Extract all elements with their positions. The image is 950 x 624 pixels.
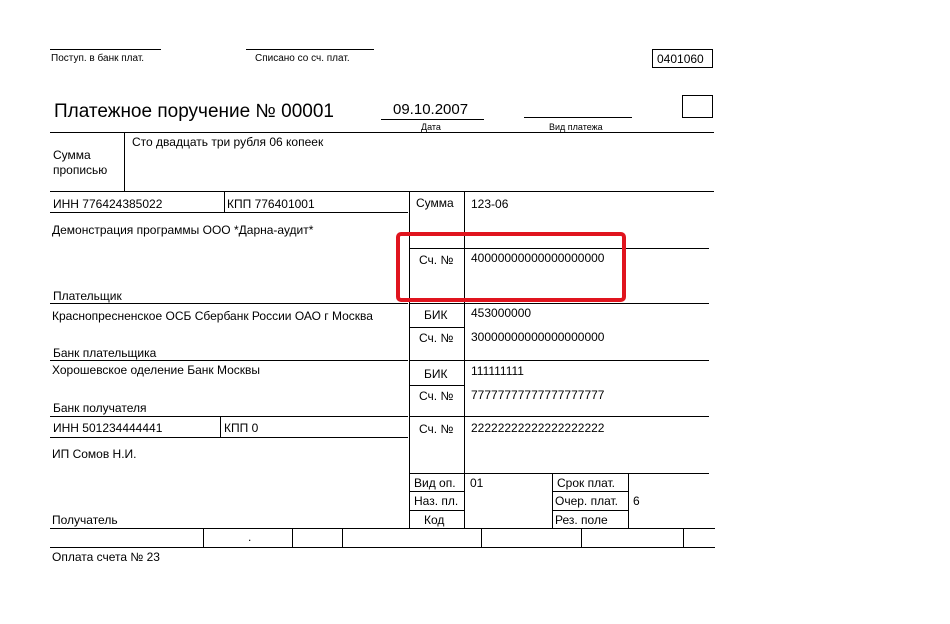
sum-value: 123-06: [471, 197, 509, 211]
payer-account-value: 40000000000000000000: [471, 251, 605, 265]
rule-payee-acc-bottom: [409, 473, 709, 474]
payer-kpp: КПП 776401001: [227, 197, 315, 211]
bottom-cell-divider-5: [581, 528, 582, 547]
payment-type-line: [524, 117, 632, 118]
payee-bank-name: Хорошевское оделение Банк Москвы: [52, 363, 261, 377]
payment-type-label: Вид платежа: [549, 122, 603, 132]
rule-purpose-bottom: [409, 510, 465, 511]
date-line: [381, 119, 484, 120]
bottom-cell-divider-2: [292, 528, 293, 547]
grid-mid2-vertical: [628, 473, 629, 529]
rule-payer-bottom: [50, 303, 408, 304]
payee-name: ИП Сомов Н.И.: [52, 447, 137, 461]
rule-top: [50, 132, 714, 133]
rule-optype-bottom: [409, 491, 465, 492]
payee-account-value: 22222222222222222222: [471, 421, 605, 435]
payer-bank-label: Банк плательщика: [53, 346, 157, 360]
payee-bank-bik-value: 111111111: [471, 364, 524, 378]
bottom-cell-divider-6: [683, 528, 684, 547]
payer-bank-name: Краснопресненское ОСБ Сбербанк России ОАО г Москва: [52, 309, 373, 323]
rule-priority-bottom: [552, 510, 629, 511]
payment-priority-value: 6: [633, 494, 640, 508]
grid-mid-vertical: [552, 473, 553, 529]
payer-inn: ИНН 776424385022: [53, 197, 163, 211]
payer-inn-line: [50, 212, 408, 213]
bank-received-label: Поступ. в банк плат.: [51, 53, 145, 64]
payment-priority-label: Очер. плат.: [555, 494, 619, 508]
bottom-cell-divider-4: [481, 528, 482, 547]
amount-words-value: Сто двадцать три рубля 06 копеек: [132, 135, 324, 149]
sum-label: Сумма: [416, 196, 454, 210]
rule-payee-bank-bottom: [50, 416, 408, 417]
payer-name: Демонстрация программы ООО *Дарна-аудит*: [52, 223, 314, 237]
rule-corr1-bottom: [409, 360, 709, 361]
rule-bik1-bottom: [409, 327, 465, 328]
amount-words-label-1: Сумма: [53, 148, 91, 162]
payee-inn-line: [50, 437, 408, 438]
payee-inn: ИНН 501234444441: [53, 421, 163, 435]
rule-corr2-bottom: [409, 416, 709, 417]
reserve-field-label: Рез. поле: [555, 513, 608, 527]
order-date: 09.10.2007: [393, 101, 469, 118]
op-type-value: 01: [470, 476, 484, 490]
rule-payer-bank-bottom: [50, 360, 408, 361]
rule-bottom-1: [50, 528, 715, 529]
payee-account-label: Сч. №: [419, 422, 454, 436]
bottom-dot: .: [248, 530, 252, 544]
debited-label: Списано со сч. плат.: [255, 53, 350, 64]
payer-label: Плательщик: [53, 289, 122, 303]
page-title: Платежное поручение № 00001: [54, 101, 334, 122]
amount-words-divider: [124, 132, 125, 191]
payer-bank-bik-value: 453000000: [471, 306, 532, 320]
payer-bank-corr-label: Сч. №: [419, 331, 454, 345]
debited-line: [246, 49, 374, 50]
form-code: 0401060: [657, 52, 704, 66]
payment-term-label: Срок плат.: [557, 476, 616, 490]
payee-bank-corr-value: 77777777777777777777: [471, 388, 605, 402]
code-label: Код: [424, 513, 445, 527]
payee-inn-kpp-divider: [220, 417, 221, 437]
amount-words-label-2: прописью: [53, 163, 108, 177]
purpose-code-label: Наз. пл.: [414, 494, 459, 508]
payee-kpp: КПП 0: [224, 421, 259, 435]
rule-bottom-2: [50, 547, 715, 548]
rule-payer-acc-bottom: [409, 303, 709, 304]
payer-inn-kpp-divider: [224, 192, 225, 212]
payee-bank-corr-label: Сч. №: [419, 389, 454, 403]
op-type-label: Вид оп.: [414, 476, 456, 490]
empty-square-box: [682, 95, 713, 118]
payer-bank-bik-label: БИК: [424, 308, 448, 322]
bank-received-line: [50, 49, 161, 50]
rule-bik2-bottom: [409, 385, 465, 386]
payee-bank-label: Банк получателя: [53, 401, 147, 415]
rule-term-bottom: [552, 491, 629, 492]
bottom-cell-divider-1: [203, 528, 204, 547]
payer-bank-corr-value: 30000000000000000000: [471, 330, 605, 344]
bottom-cell-divider-3: [342, 528, 343, 547]
payment-purpose-text: Оплата счета № 23: [52, 550, 160, 564]
payer-account-highlight: [396, 232, 626, 302]
payee-bank-bik-label: БИК: [424, 367, 448, 381]
payer-account-label: Сч. №: [419, 253, 454, 267]
payee-label: Получатель: [52, 513, 118, 527]
rule-amount-bottom: [50, 191, 714, 192]
date-label: Дата: [421, 122, 441, 132]
